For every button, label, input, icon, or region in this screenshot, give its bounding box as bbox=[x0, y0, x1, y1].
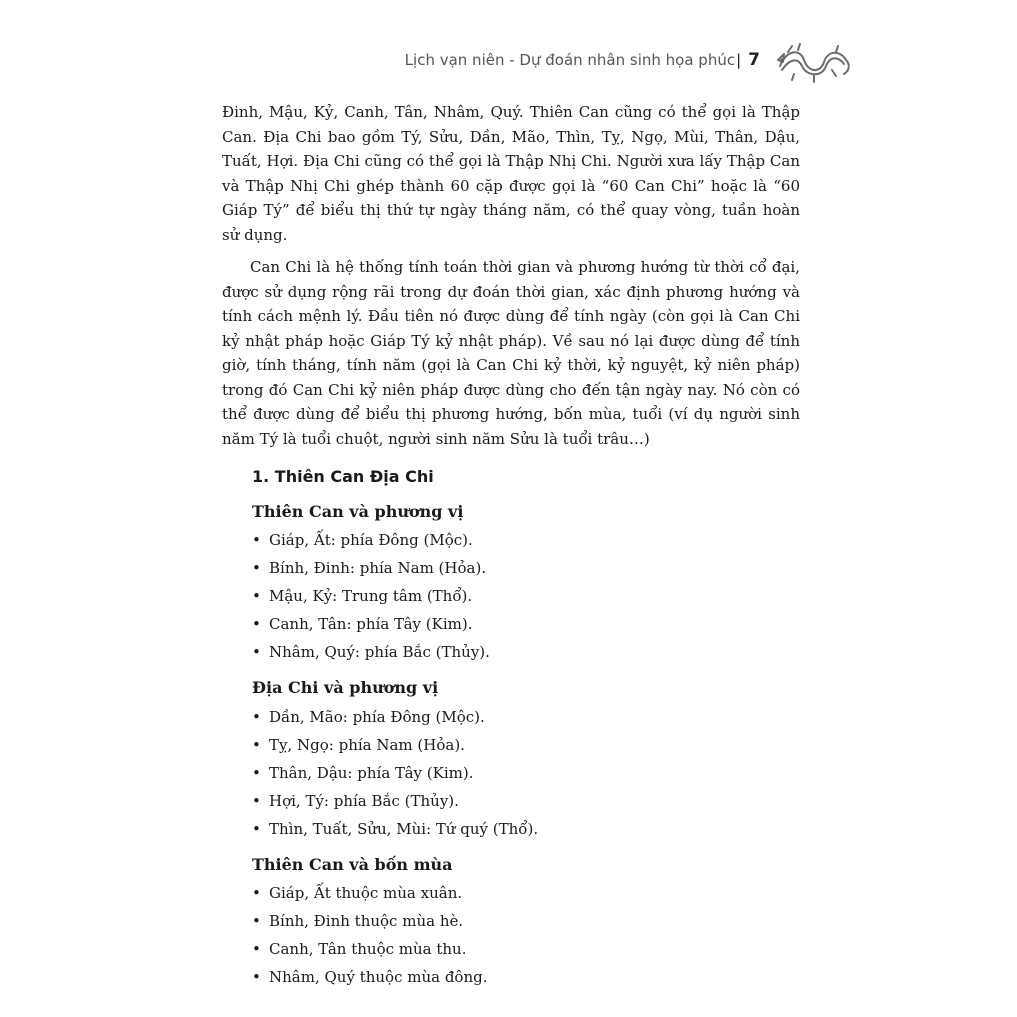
bullet-icon: • bbox=[252, 559, 261, 577]
list-item-text: Canh, Tân: phía Tây (Kim). bbox=[269, 615, 473, 633]
list-item-text: Bính, Đinh thuộc mùa hè. bbox=[269, 912, 464, 930]
list-thien-can-bon-mua bbox=[222, 879, 800, 991]
list-item bbox=[222, 907, 800, 935]
bullet-icon: • bbox=[252, 819, 261, 838]
bullet-icon: • bbox=[252, 968, 261, 986]
list-item bbox=[222, 526, 800, 554]
section-title: 1. Thiên Can Địa Chi bbox=[252, 467, 434, 486]
bullet-icon: • bbox=[252, 615, 261, 633]
list-item bbox=[222, 610, 800, 638]
list-item-text: Tỵ, Ngọ: phía Nam (Hỏa). bbox=[269, 735, 465, 754]
header-separator: | bbox=[736, 51, 742, 69]
paragraph-can-chi-usage: Can Chi là hệ thống tính toán thời gian và phương hướng từ thời cổ đại, được sử dụng rộng rãi trong dự đoán thời gian, xác định phương hướng và tính cách mệnh lý. Đầu tiên nó được dùng để tính ngày (còn gọi là Can Chi kỷ nhật pháp hoặc Giáp Tý kỷ nhật pháp). Về sau nó lại được dùng để tính giờ, tính tháng, tính năm (gọi là Can Chi kỷ thời, kỷ nguyệt, kỷ niên pháp) trong đó Can Chi kỷ niên pháp được dùng cho đến tận ngày nay. Nó còn có thể được dùng để biểu thị phương hướng, bốn mùa, tuổi (ví dụ người sinh năm Tý là tuổi chuột, người sinh năm Sửu là tuổi trâu…) bbox=[222, 258, 800, 448]
bullet-icon: • bbox=[252, 763, 261, 782]
list-item-text: Nhâm, Quý: phía Bắc (Thủy). bbox=[269, 643, 490, 661]
bullet-icon: • bbox=[252, 643, 261, 661]
list-item bbox=[222, 731, 800, 759]
list-thien-can-phuong-vi bbox=[222, 526, 800, 666]
group-title-dia-chi-phuong-vi: Địa Chi và phương vị bbox=[252, 678, 439, 697]
bullet-icon: • bbox=[252, 884, 261, 902]
list-item bbox=[222, 963, 800, 991]
list-item-text: Thân, Dậu: phía Tây (Kim). bbox=[269, 763, 474, 782]
bullet-icon: • bbox=[252, 940, 261, 958]
list-item-text: Mậu, Kỷ: Trung tâm (Thổ). bbox=[269, 587, 473, 605]
group-title-thien-can-bon-mua: Thiên Can và bốn mùa bbox=[252, 854, 453, 874]
list-item bbox=[222, 554, 800, 582]
list-item bbox=[222, 787, 800, 815]
bullet-icon: • bbox=[252, 791, 261, 810]
list-item-text: Nhâm, Quý thuộc mùa đông. bbox=[269, 968, 488, 986]
list-item-text: Dần, Mão: phía Đông (Mộc). bbox=[269, 707, 485, 726]
dragon-icon bbox=[774, 36, 854, 86]
list-item-text: Thìn, Tuất, Sửu, Mùi: Tứ quý (Thổ). bbox=[269, 819, 539, 838]
list-dia-chi-phuong-vi bbox=[222, 703, 800, 843]
list-item bbox=[222, 935, 800, 963]
bullet-icon: • bbox=[252, 707, 261, 726]
book-title: Lịch vạn niên - Dự đoán nhân sinh họa phúc bbox=[404, 51, 736, 69]
list-item bbox=[222, 638, 800, 666]
paragraph-can-chi-intro: Đinh, Mậu, Kỷ, Canh, Tân, Nhâm, Quý. Thiên Can cũng có thể gọi là Thập Can. Địa Chi bao gồm Tý, Sửu, Dần, Mão, Thìn, Tỵ, Ngọ, Mùi, Thân, Dậu, Tuất, Hợi. Địa Chi cũng có thể gọi là Thập Nhị Chi. Người xưa lấy Thập Can và Thập Nhị Chi ghép thành 60 cặp được gọi là “60 Can Chi” hoặc là “60 Giáp Tý” để biểu thị thứ tự ngày tháng năm, có thể quay vòng, tuần hoàn sử dụng. bbox=[222, 103, 800, 244]
list-item bbox=[222, 879, 800, 907]
bullet-icon: • bbox=[252, 912, 261, 930]
bullet-icon: • bbox=[252, 735, 261, 754]
list-item bbox=[222, 703, 800, 731]
running-header bbox=[0, 50, 760, 70]
list-item bbox=[222, 759, 800, 787]
bullet-icon: • bbox=[252, 587, 261, 605]
group-title-thien-can-phuong-vi: Thiên Can và phương vị bbox=[252, 501, 464, 521]
list-item-text: Giáp, Ất thuộc mùa xuân. bbox=[269, 884, 463, 902]
list-item-text: Bính, Đinh: phía Nam (Hỏa). bbox=[269, 559, 487, 577]
list-item bbox=[222, 582, 800, 610]
list-item-text: Canh, Tân thuộc mùa thu. bbox=[269, 940, 467, 958]
list-item-text: Hợi, Tý: phía Bắc (Thủy). bbox=[269, 791, 459, 810]
page-body bbox=[222, 100, 800, 999]
page-number: 7 bbox=[748, 50, 760, 70]
bullet-icon: • bbox=[252, 531, 261, 549]
list-item-text: Giáp, Ất: phía Đông (Mộc). bbox=[269, 531, 473, 549]
list-item bbox=[222, 815, 800, 843]
